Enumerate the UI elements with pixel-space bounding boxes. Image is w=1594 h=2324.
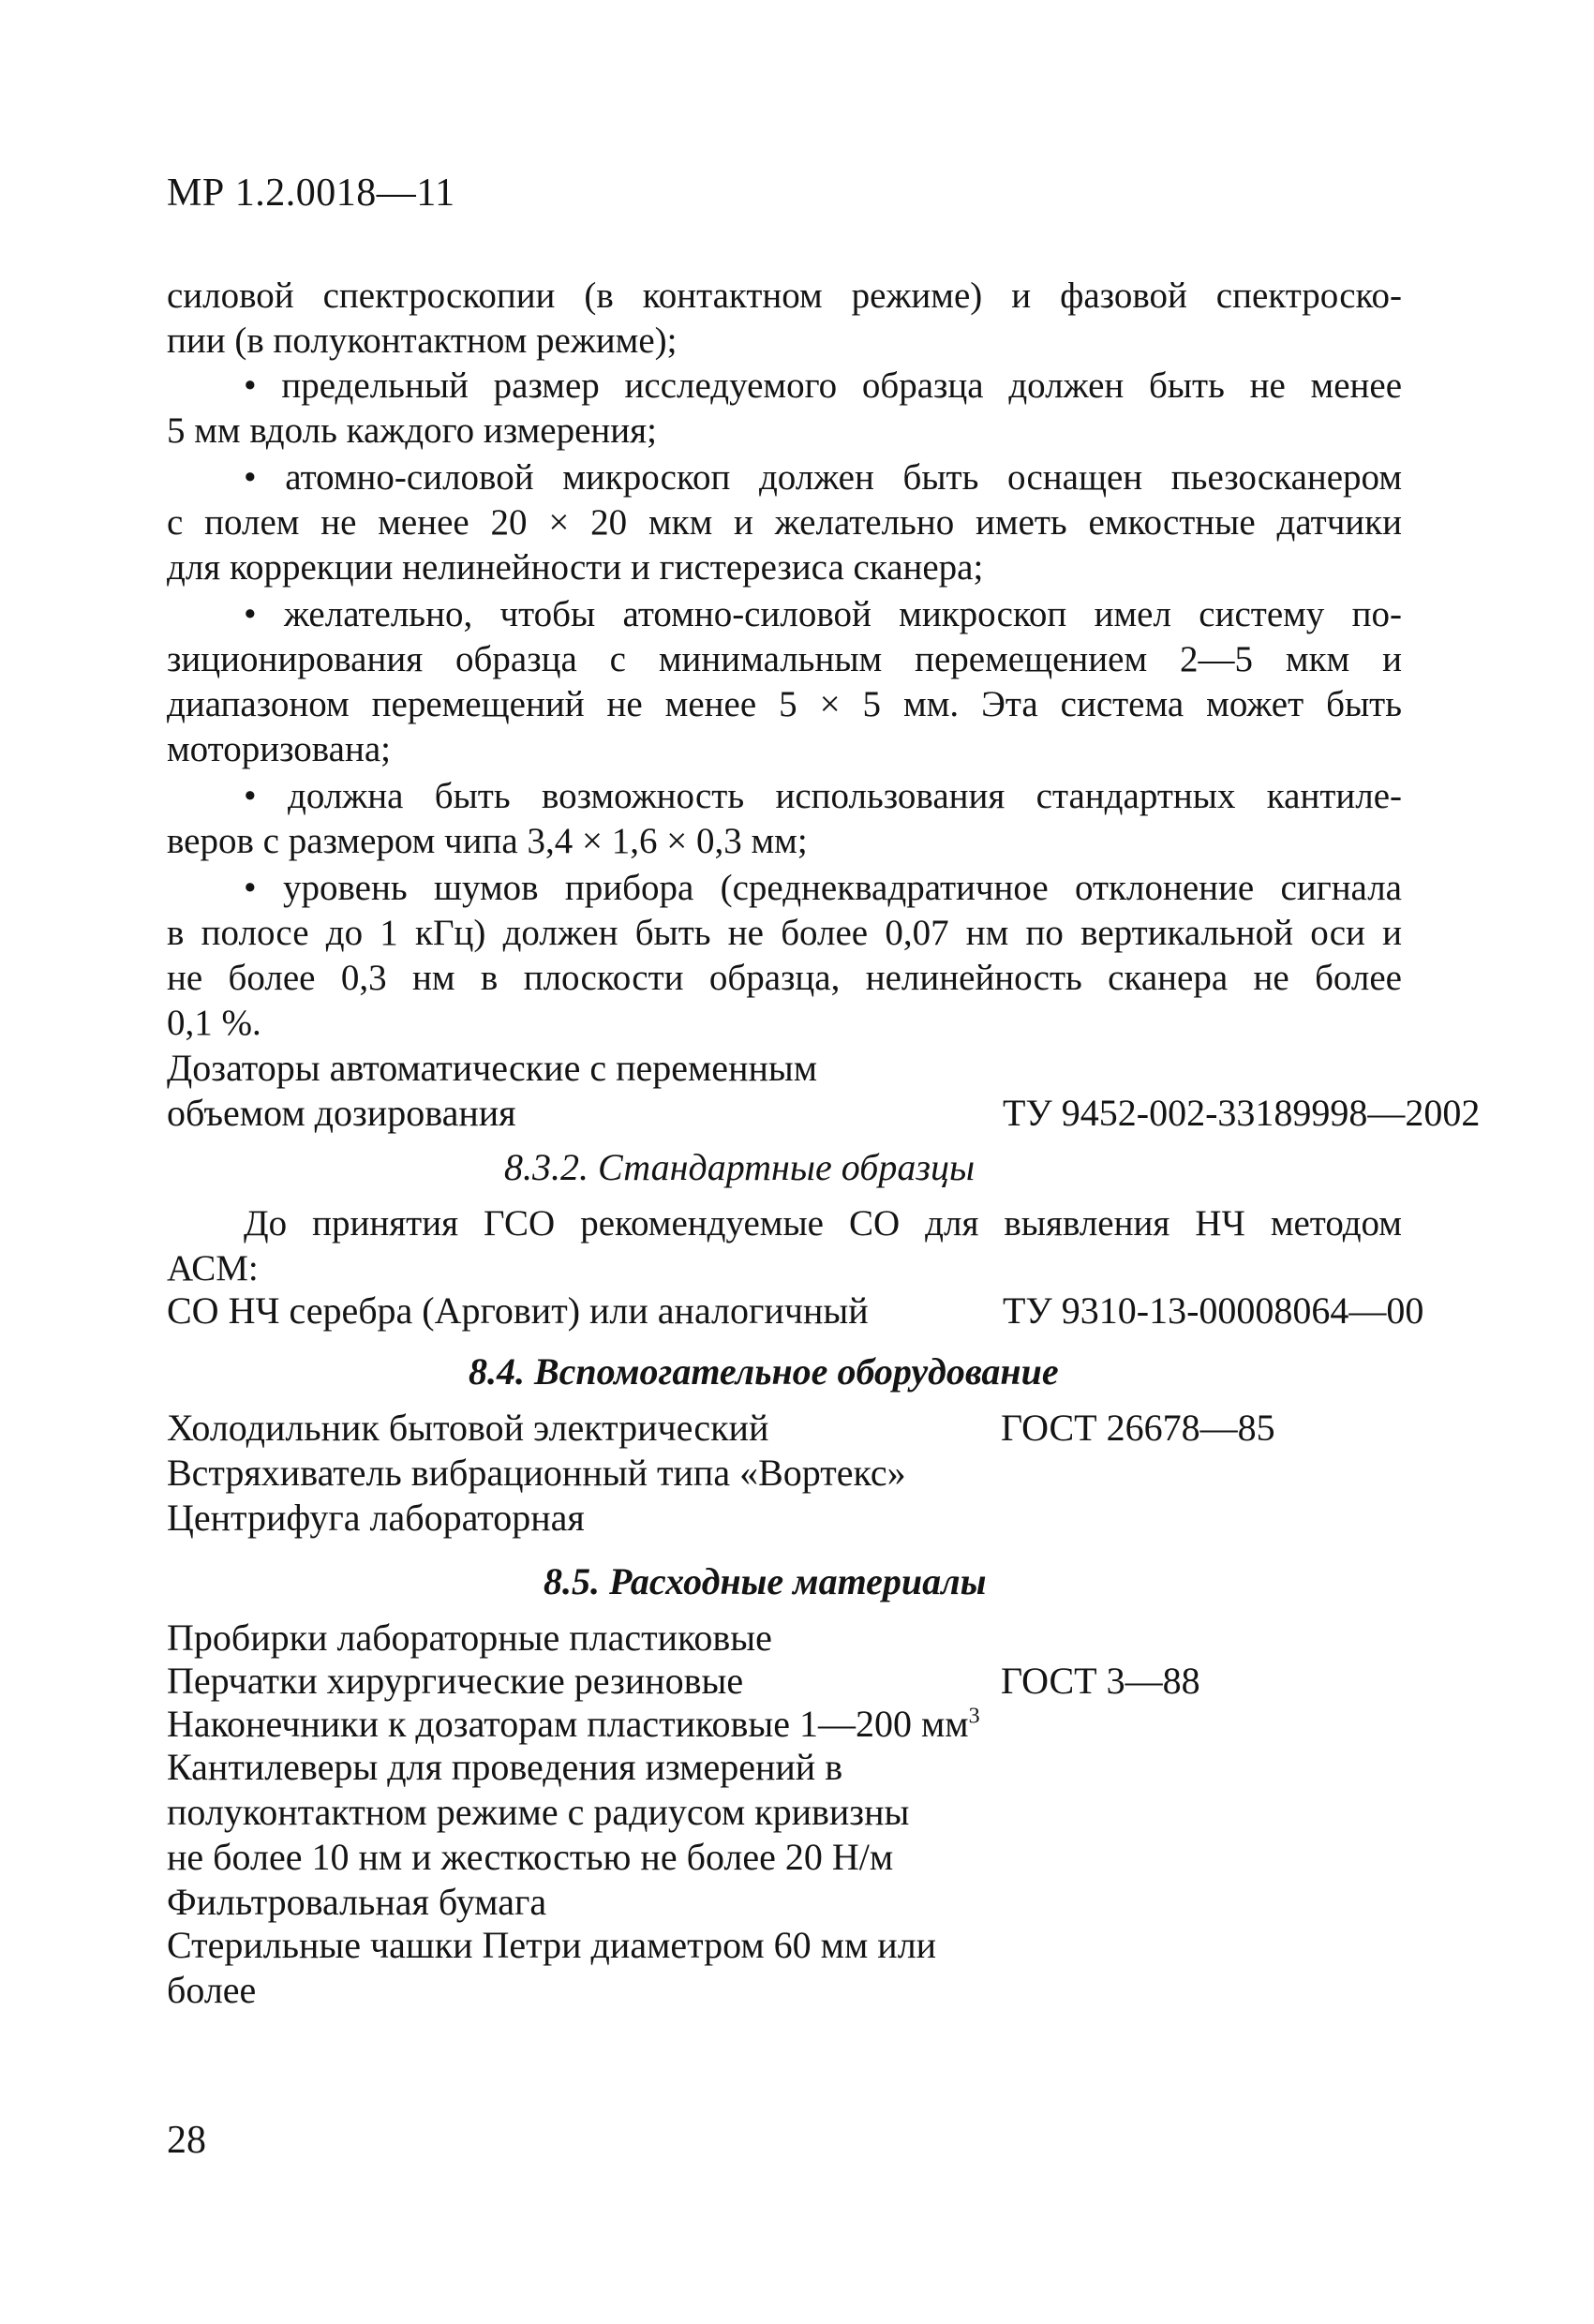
paragraph-spectroscopy (167, 274, 1402, 364)
text-line: не более 0,3 нм в плоскости образца, нелинейность сканера не более (167, 958, 1402, 998)
text-line: для коррекции нелинейности и гистерезиса сканера; (167, 547, 984, 588)
section-heading-8-4: 8.4. Вспомогательное оборудование (469, 1350, 1059, 1393)
text-line: 0,1 %. (167, 1003, 261, 1043)
bullet-positioning (167, 592, 1402, 772)
consumable-item: Перчатки хирургические резиновые (167, 1660, 744, 1702)
text-line: с полем не менее 20 × 20 мкм и желательно иметь емкостные датчики (167, 502, 1402, 543)
aux-item-label: Холодильник бытовой электрический (167, 1407, 769, 1449)
text-line: полуконтактном режиме с радиусом кривизны (167, 1791, 910, 1833)
text-line: • желательно, чтобы атомно-силовой микроскоп имел систему по- (244, 594, 1402, 634)
aux-item-label: Встряхиватель вибрационный типа «Вортекс» (167, 1452, 906, 1494)
superscript-cube: 3 (968, 1704, 980, 1729)
text-line: моторизована; (167, 729, 391, 769)
co-item-ref: ТУ 9310-13-00008064—00 (1003, 1289, 1424, 1332)
bullet-piezo-scanner (167, 455, 1402, 590)
consumable-item-text: Наконечники к дозаторам пластиковые 1—200 мм (167, 1703, 969, 1745)
consumable-petri-dishes (167, 1923, 936, 2013)
text-line: Стерильные чашки Петри диаметром 60 мм или (167, 1924, 937, 1966)
bullet-cantilevers (167, 774, 1402, 864)
dosers-item (167, 1046, 817, 1136)
dosers-ref: ТУ 9452-002-33189998—2002 (1003, 1092, 1481, 1134)
text-line: диапазоном перемещений не менее 5 × 5 мм. Эта система может быть (167, 684, 1402, 724)
consumable-item: Пробирки лабораторные пластиковые (167, 1616, 772, 1659)
text-line: силовой спектроскопии (в контактном режиме) и фазовой спектроско- (167, 276, 1402, 316)
text-line: зиционирования образца с минимальным перемещением 2—5 мкм и (167, 639, 1402, 679)
text-line: Кантилеверы для проведения измерений в (167, 1746, 843, 1788)
paragraph-standard-samples (167, 1201, 1402, 1291)
section-heading-8-3-2: 8.3.2. Стандартные образцы (504, 1146, 976, 1188)
page-number: 28 (167, 2119, 206, 2162)
bullet-sample-size (167, 364, 1402, 454)
text-line: • атомно-силовой микроскоп должен быть оснащен пьезосканером (244, 457, 1402, 498)
aux-item-ref: ГОСТ 26678—85 (1001, 1407, 1275, 1449)
co-item-label: СО НЧ серебра (Арговит) или аналогичный (167, 1289, 869, 1332)
text-line: • должна быть возможность использования стандартных кантиле- (244, 776, 1402, 816)
text-line: 5 мм вдоль каждого измерения; (167, 410, 657, 451)
document-header: МР 1.2.0018—11 (167, 171, 455, 215)
text-line: в полосе до 1 кГц) должен быть не более 0,07 нм по вертикальной оси и (167, 913, 1402, 953)
dosers-line2: объемом дозирования (167, 1092, 516, 1134)
consumable-item: Фильтровальная бумага (167, 1881, 547, 1923)
text-line: До принятия ГСО рекомендуемые СО для выявления НЧ методом (244, 1203, 1402, 1244)
consumable-cantilevers (167, 1745, 909, 1880)
consumable-item-ref: ГОСТ 3—88 (1001, 1660, 1200, 1702)
text-line: более (167, 1969, 257, 2011)
text-line: АСМ: (167, 1248, 259, 1289)
consumable-item (167, 1702, 980, 1746)
text-line: • предельный размер исследуемого образца должен быть не менее (244, 365, 1402, 406)
bullet-noise-level (167, 866, 1402, 1046)
dosers-line1: Дозаторы автоматические с переменным (167, 1047, 818, 1089)
aux-item-label: Центрифуга лабораторная (167, 1497, 585, 1539)
text-line: пии (в полуконтактном режиме); (167, 320, 678, 361)
text-line: • уровень шумов прибора (среднеквадратичное отклонение сигнала (244, 868, 1402, 908)
text-line: веров с размером чипа 3,4 × 1,6 × 0,3 мм; (167, 821, 808, 861)
section-heading-8-5: 8.5. Расходные материалы (544, 1560, 987, 1602)
text-line: не более 10 нм и жесткостью не более 20 Н/м (167, 1836, 894, 1878)
